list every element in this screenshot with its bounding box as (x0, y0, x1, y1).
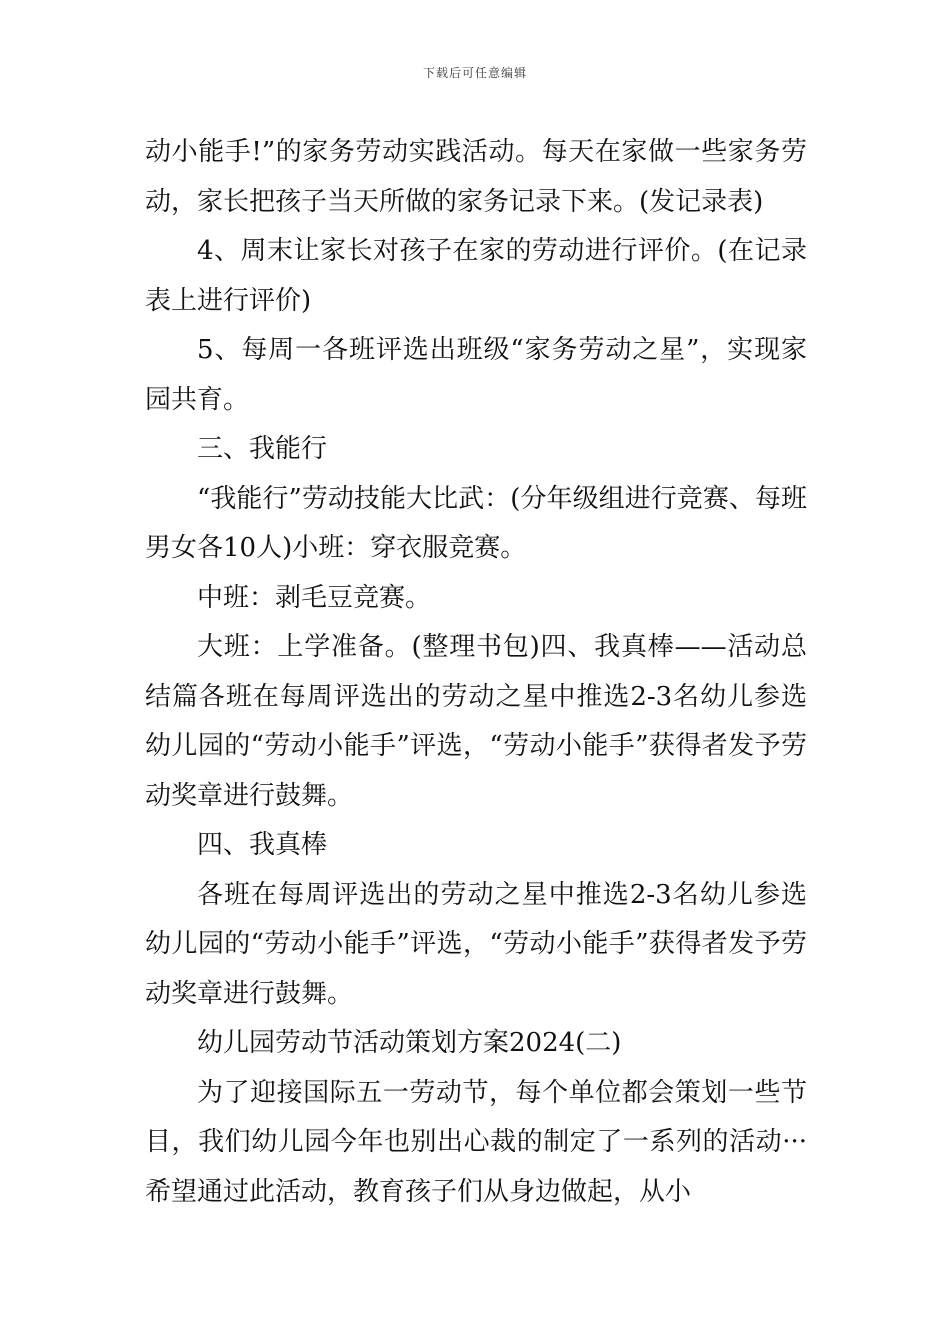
section-heading: 四、我真棒 (197, 830, 328, 860)
paragraph: 大班：上学准备。(整理书包)四、我真棒——活动总结篇各班在每周评选出的劳动之星中推选2-3名幼儿参选幼儿园的“劳动小能手”评选，“劳动小能手”获得者发予劳动奖章进行鼓舞。 (145, 632, 807, 811)
paragraph: 动小能手!”的家务劳动实践活动。每天在家做一些家务劳动，家长把孩子当天所做的家务记录下来。(发记录表) (145, 137, 807, 217)
paragraph: 5、每周一各班评选出班级“家务劳动之星”，实现家园共育。 (145, 335, 807, 415)
page-header: 下载后可任意编辑 (422, 66, 527, 80)
paragraph: 为了迎接国际五一劳动节，每个单位都会策划一些节目，我们幼儿园今年也别出心裁的制定了一系列的活动···希望通过此活动，教育孩子们从身边做起，从小 (145, 1077, 807, 1207)
section-heading: 三、我能行 (197, 434, 328, 464)
document-body (145, 128, 807, 1217)
paragraph: 中班：剥毛豆竞赛。 (197, 582, 432, 613)
paragraph: “我能行”劳动技能大比武：(分年级组进行竞赛、每班男女各10人)小班：穿衣服竞赛。 (145, 483, 807, 563)
paragraph: 各班在每周评选出的劳动之星中推选2-3名幼儿参选幼儿园的“劳动小能手”评选，“劳动小能手”获得者发予劳动奖章进行鼓舞。 (145, 879, 807, 1009)
paragraph: 4、周末让家长对孩子在家的劳动进行评价。(在记录表上进行评价) (145, 236, 807, 316)
document-subtitle: 幼儿园劳动节活动策划方案2024(二) (197, 1028, 622, 1058)
